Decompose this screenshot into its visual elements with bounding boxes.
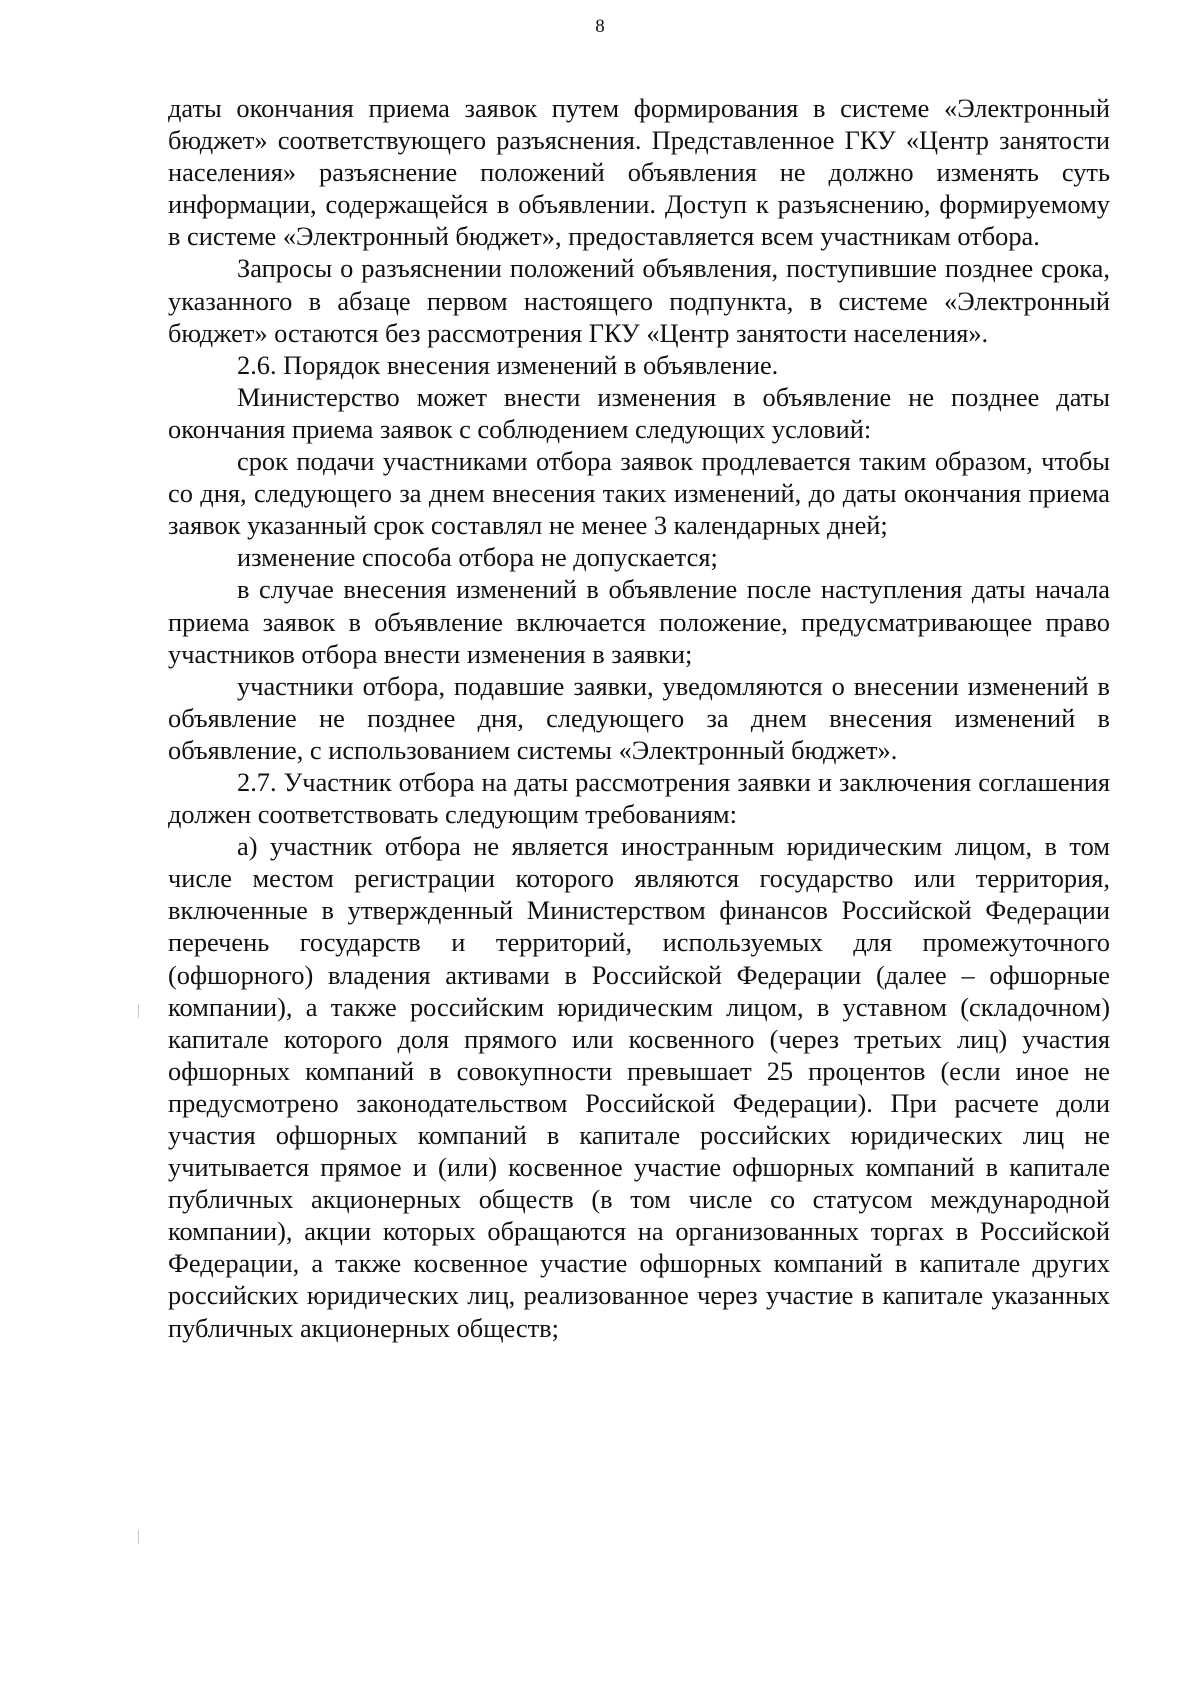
- scan-margin-mark: [138, 1004, 139, 1018]
- paragraph-clarification-continued: даты окончания приема заявок путем формирования в системе «Электронный бюджет» соответствующего разъяснения. Представленное ГКУ «Центр занятости населения» разъяснение положений объявления не должно изменять суть информации, содержащейся в объявлении. Доступ к разъяснению, формируемому в системе «Электронный бюджет», предоставляется всем участникам отбора.: [168, 93, 1110, 252]
- section-heading-2-6: 2.6. Порядок внесения изменений в объявление.: [237, 349, 779, 380]
- paragraph-participants-notified: участники отбора, подавшие заявки, уведомляются о внесении изменений в объявление не позднее дня, следующего за днем внесения изменений в объявление, с использованием системы «Электронный бюджет».: [168, 670, 1110, 765]
- section-heading-2-7: 2.7. Участник отбора на даты рассмотрения заявки и заключения соглашения должен соответствовать следующим требованиям:: [168, 766, 1110, 830]
- scan-margin-mark: [138, 1530, 139, 1544]
- paragraph-requirement-a: а) участник отбора не является иностранным юридическим лицом, в том числе местом регистрации которого являются государство или территория, включенные в утвержденный Министерством финансов Российской Федерации перечень государств и территорий, используемых для промежуточного (офшорного) владения активами в Российской Федерации (далее – офшорные компании), а также российским юридическим лицом, в уставном (складочном) капитале которого доля прямого или косвенного (через третьих лиц) участия офшорных компаний в совокупности превышает 25 процентов (если иное не предусмотрено законодательством Российской Федерации). При расчете доли участия офшорных компаний в капитале российских юридических лиц не учитывается прямое и (или) косвенное участие офшорных компаний в капитале публичных акционерных обществ (в том числе со статусом международной компании), акции которых обращаются на организованных торгах в Российской Федерации, а также косвенное участие офшорных компаний в капитале других российских юридических лиц, реализованное через участие в капитале указанных публичных акционерных обществ;: [168, 831, 1110, 1343]
- paragraph-ministry-changes: Министерство может внести изменения в объявление не позднее даты окончания приема заявок с соблюдением следующих условий:: [168, 381, 1110, 444]
- paragraph-changes-after-start: в случае внесения изменений в объявление после наступления даты начала приема заявок в объявление включается положение, предусматривающее право участников отбора внести изменения в заявки;: [168, 574, 1110, 669]
- paragraph-term-extension: срок подачи участниками отбора заявок продлевается таким образом, чтобы со дня, следующего за днем внесения таких изменений, до даты окончания приема заявок указанный срок составлял не менее 3 календарных дней;: [168, 446, 1110, 541]
- document-body: [168, 92, 1110, 1344]
- paragraph-late-requests: Запросы о разъяснении положений объявления, поступившие позднее срока, указанного в абзаце первом настоящего подпункта, в системе «Электронный бюджет» остаются без рассмотрения ГКУ «Центр занятости населения».: [168, 253, 1110, 348]
- paragraph-method-unchanged: изменение способа отбора не допускается;: [237, 542, 718, 573]
- page-number: 8: [595, 16, 605, 37]
